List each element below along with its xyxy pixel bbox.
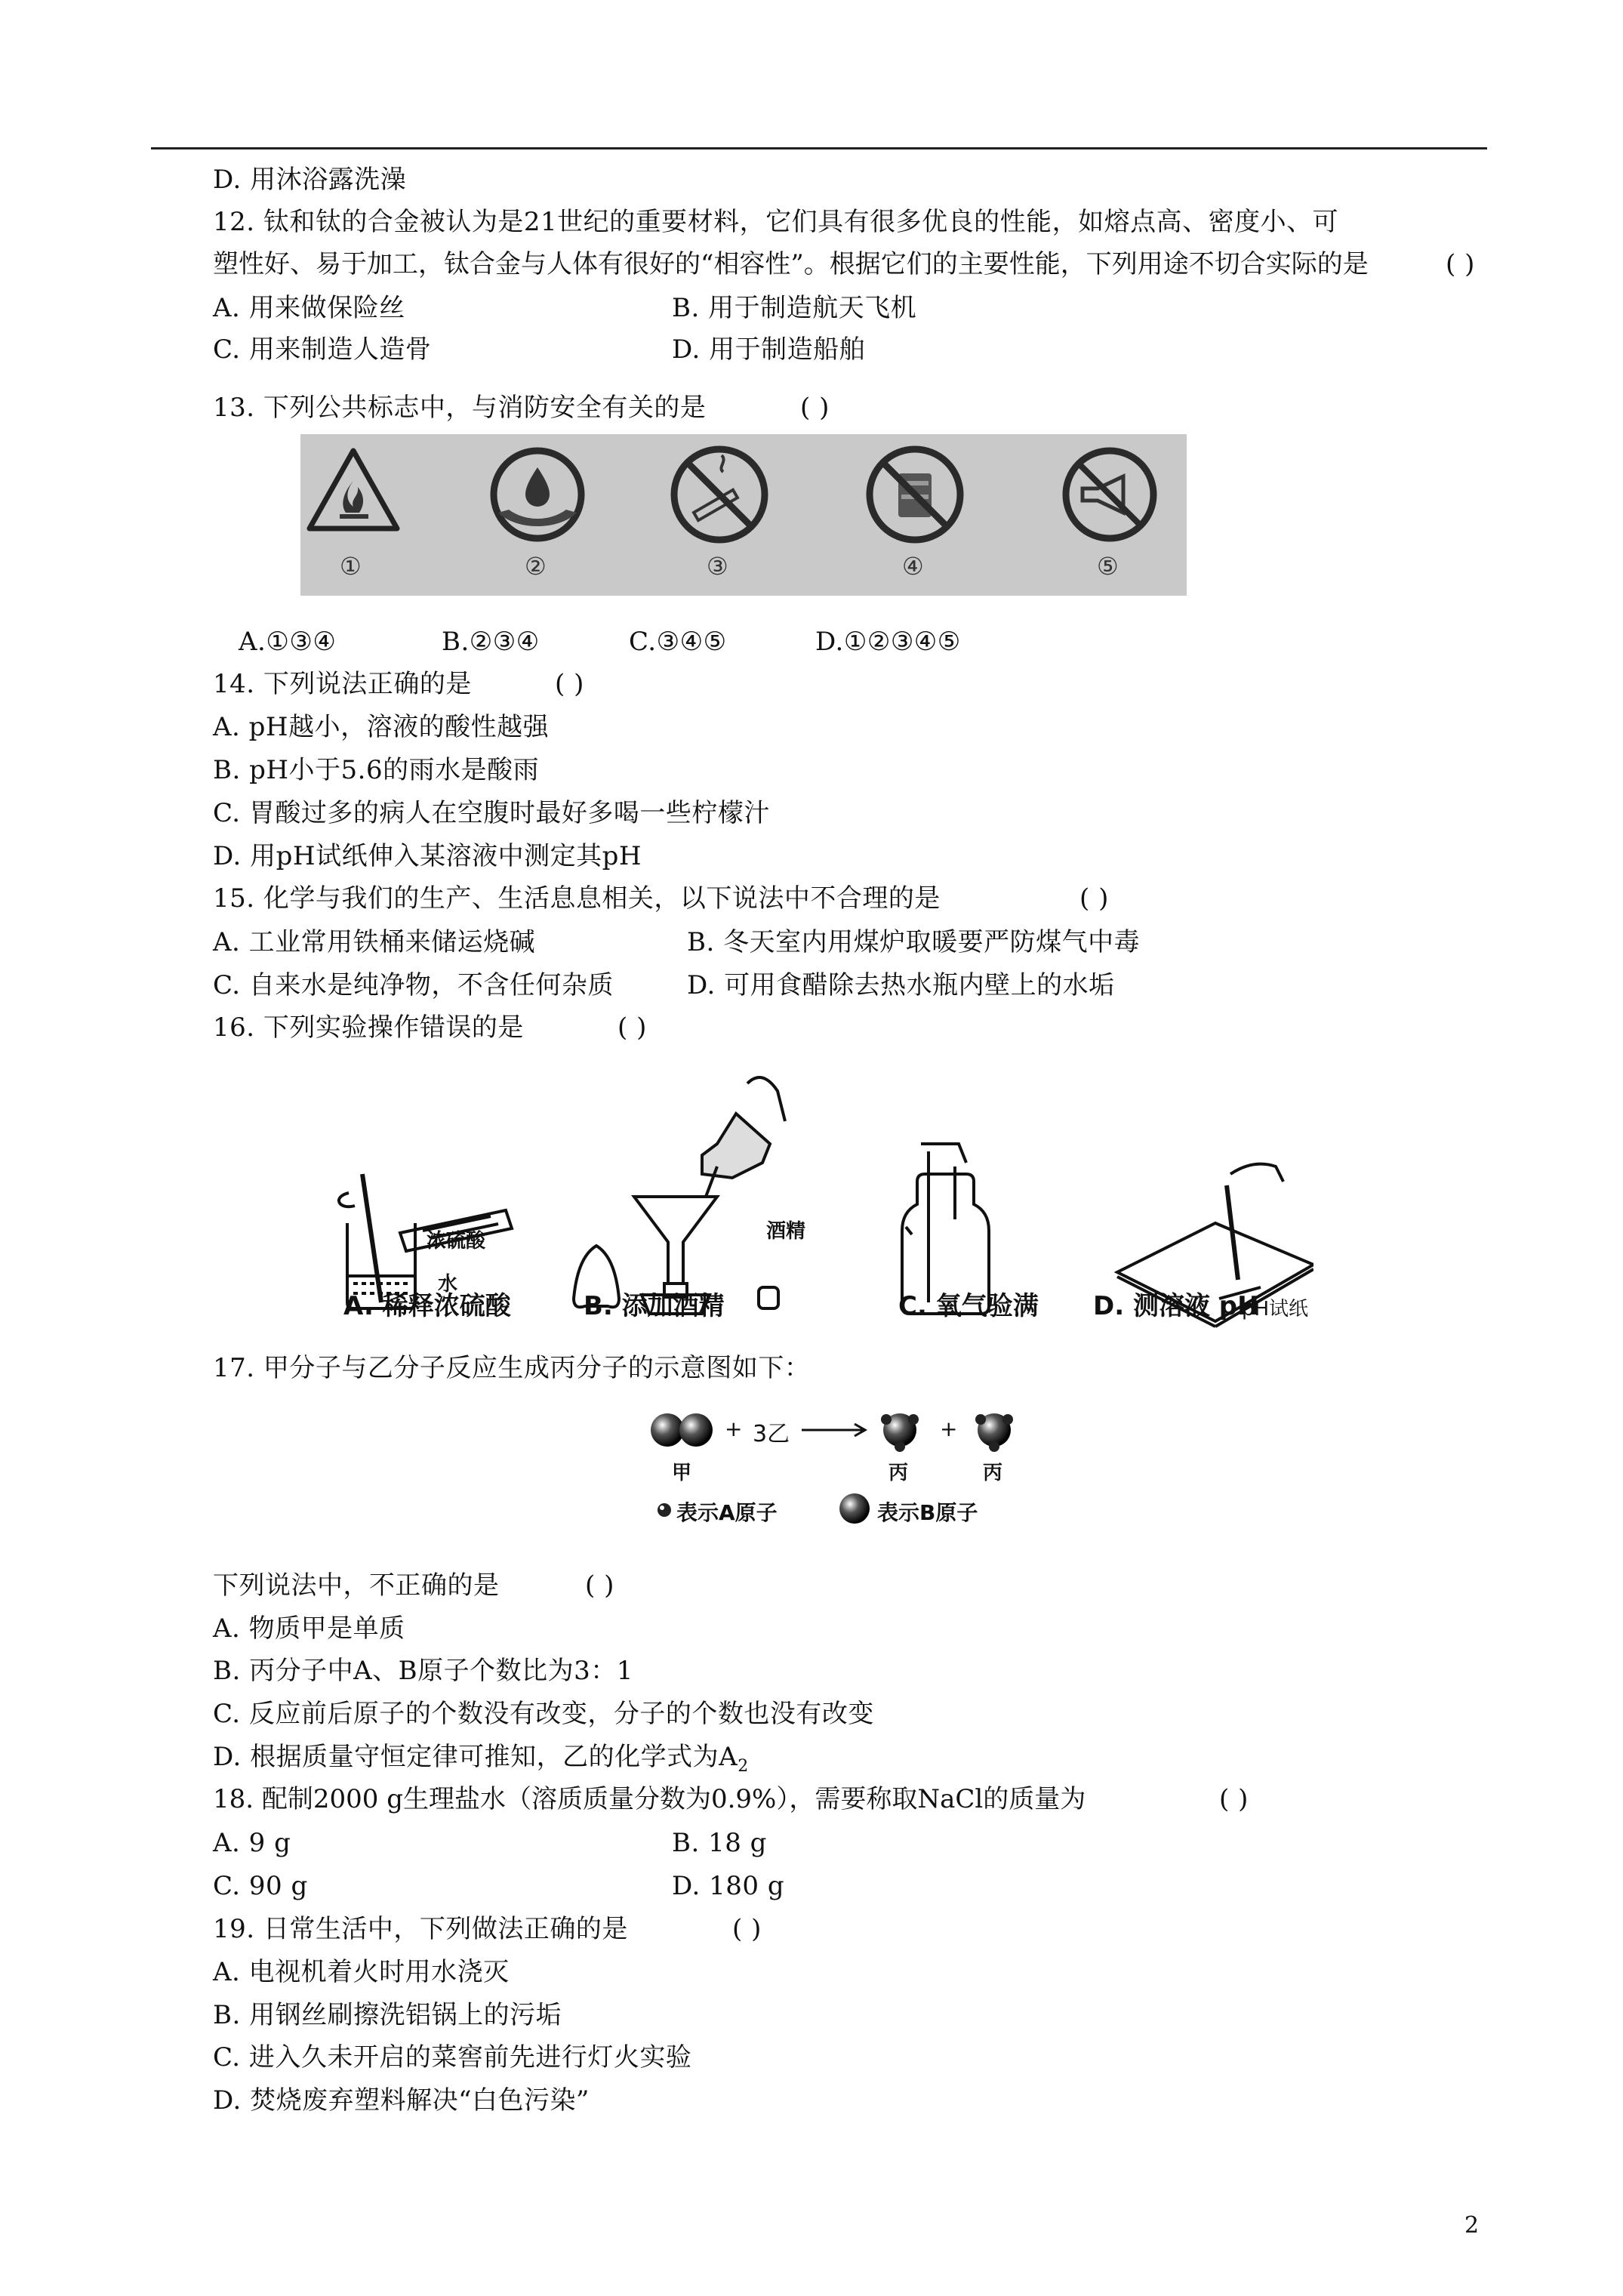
q17-option-c: C. 反应前后原子的个数没有改变，分子的个数也没有改变 xyxy=(213,1699,874,1729)
q12-option-c: C. 用来制造人造骨 xyxy=(213,334,432,365)
no-fireworks-icon xyxy=(870,449,960,540)
q13-option-a: A.①③④ xyxy=(239,627,337,657)
legend-a-label: 表示A原子 xyxy=(676,1500,778,1525)
flammable-warning-icon xyxy=(310,451,397,529)
molecule-bing1-icon xyxy=(881,1413,919,1452)
q13-option-c: C.③④⑤ xyxy=(629,627,727,657)
eq-plus-1: + xyxy=(725,1416,743,1441)
sign-label-4: ④ xyxy=(902,552,924,581)
q18-stem: 18. 配制2000 g生理盐水（溶质质量分数为0.9%），需要称取NaCl的质量为 xyxy=(213,1784,1086,1814)
arrow-icon xyxy=(802,1424,865,1436)
q18-option-d: D. 180 g xyxy=(672,1871,785,1901)
eq-plus-2: + xyxy=(940,1416,958,1441)
safety-signs-graphic xyxy=(300,434,1187,596)
page-number: 2 xyxy=(1464,2212,1480,2239)
q12-stem-line2: 塑性好、易于加工，钛合金与人体有很好的“相容性”。根据它们的主要性能，下列用途不切合实际的是 xyxy=(213,249,1369,279)
caption-d: D. 测溶液 pH xyxy=(1093,1291,1259,1321)
q15-option-d: D. 可用食醋除去热水瓶内壁上的水垢 xyxy=(687,970,1115,1000)
caption-a: A. 稀释浓硫酸 xyxy=(343,1291,511,1321)
caption-c: C. 氧气验满 xyxy=(898,1291,1039,1321)
q19-option-a: A. 电视机着火时用水浇灭 xyxy=(213,1957,510,1987)
q13-stem: 13. 下列公共标志中，与消防安全有关的是 xyxy=(213,393,707,423)
q14-option-d: D. 用pH试纸伸入某溶液中测定其pH xyxy=(213,841,642,871)
label-alcohol: 酒精 xyxy=(766,1220,806,1243)
sign-label-1: ① xyxy=(340,552,362,581)
q15-option-b: B. 冬天室内用煤炉取暖要严防煤气中毒 xyxy=(687,927,1141,957)
q14-answer-blank: ( ) xyxy=(555,669,584,699)
q17-stem: 17. 甲分子与乙分子反应生成丙分子的示意图如下： xyxy=(213,1353,811,1383)
q12-answer-blank: ( ) xyxy=(1446,249,1475,279)
q14-stem: 14. 下列说法正确的是 xyxy=(213,669,472,699)
q11-option-d: D. 用沐浴露洗澡 xyxy=(213,165,407,195)
q15-stem: 15. 化学与我们的生产、生活息息相关，以下说法中不合理的是 xyxy=(213,883,941,914)
no-smoking-icon xyxy=(674,449,765,540)
q18-option-b: B. 18 g xyxy=(672,1828,767,1858)
q13-answer-blank: ( ) xyxy=(800,393,830,423)
q12-stem-line1: 12. 钛和钛的合金被认为是21世纪的重要材料，它们具有很多优良的性能，如熔点高、密度小、可 xyxy=(213,207,1339,237)
q12-option-a: A. 用来做保险丝 xyxy=(213,293,405,323)
q18-option-a: A. 9 g xyxy=(213,1828,291,1858)
molecule-jia-icon xyxy=(651,1413,713,1447)
q14-option-b: B. pH小于5.6的雨水是酸雨 xyxy=(213,755,540,785)
label-bing-2: 丙 xyxy=(983,1462,1003,1484)
q17-question: 下列说法中，不正确的是 xyxy=(213,1570,500,1601)
q13-option-b: B.②③④ xyxy=(442,627,540,657)
eq-reactant-2: 3乙 xyxy=(753,1421,790,1447)
sign-label-2: ② xyxy=(525,552,547,581)
q19-option-c: C. 进入久未开启的菜窖前先进行灯火实验 xyxy=(213,2042,692,2073)
q14-option-a: A. pH越小，溶液的酸性越强 xyxy=(213,712,550,742)
q17-option-a: A. 物质甲是单质 xyxy=(213,1613,405,1644)
legend-b-label: 表示B原子 xyxy=(877,1500,978,1525)
q18-answer-blank: ( ) xyxy=(1219,1784,1249,1814)
label-jia: 甲 xyxy=(672,1462,692,1484)
q15-option-c: C. 自来水是纯净物，不含任何杂质 xyxy=(213,970,614,1000)
q14-option-c: C. 胃酸过多的病人在空腹时最好多喝一些柠檬汁 xyxy=(213,798,770,828)
label-ph-paper: pH试纸 xyxy=(1242,1298,1309,1321)
caption-b: B. 添加酒精 xyxy=(584,1291,725,1321)
label-concentrated-acid: 浓硫酸 xyxy=(427,1230,486,1253)
q19-stem: 19. 日常生活中，下列做法正确的是 xyxy=(213,1914,628,1944)
q17-option-d-subscript: 2 xyxy=(738,1756,749,1776)
q13-option-d: D.①②③④⑤ xyxy=(815,627,961,657)
label-bing-1: 丙 xyxy=(888,1462,909,1484)
q15-answer-blank: ( ) xyxy=(1079,883,1109,914)
q16-answer-blank: ( ) xyxy=(617,1012,647,1043)
sign-label-5: ⑤ xyxy=(1097,552,1119,581)
q19-option-b: B. 用钢丝刷擦洗铝锅上的污垢 xyxy=(213,2000,562,2030)
alcohol-lamp-funnel-icon xyxy=(574,1077,785,1314)
safety-signs-figure xyxy=(300,434,1187,596)
legend-a-atom-icon xyxy=(658,1503,671,1517)
reaction-diagram xyxy=(651,1404,1028,1533)
q17-answer-blank: ( ) xyxy=(585,1570,614,1601)
molecule-bing2-icon xyxy=(975,1413,1013,1452)
q19-answer-blank: ( ) xyxy=(732,1914,762,1944)
header-rule xyxy=(151,147,1487,149)
q15-option-a: A. 工业常用铁桶来储运烧碱 xyxy=(213,927,536,957)
water-saving-icon xyxy=(494,451,581,538)
q12-option-b: B. 用于制造航天飞机 xyxy=(672,293,917,323)
legend-b-atom-icon xyxy=(839,1493,870,1524)
q17-option-d-text: D. 根据质量守恒定律可推知，乙的化学式为A xyxy=(213,1742,738,1772)
q16-stem: 16. 下列实验操作错误的是 xyxy=(213,1012,524,1043)
q18-option-c: C. 90 g xyxy=(213,1871,308,1901)
q17-option-b: B. 丙分子中A、B原子个数比为3：1 xyxy=(213,1656,633,1686)
no-honking-icon xyxy=(1066,451,1153,538)
sign-label-3: ③ xyxy=(707,552,728,581)
q17-option-d xyxy=(213,1742,749,1782)
q12-option-d: D. 用于制造船舶 xyxy=(672,334,866,365)
q19-option-d: D. 焚烧废弃塑料解决“白色污染” xyxy=(213,2085,590,2116)
label-water: 水 xyxy=(438,1273,458,1296)
